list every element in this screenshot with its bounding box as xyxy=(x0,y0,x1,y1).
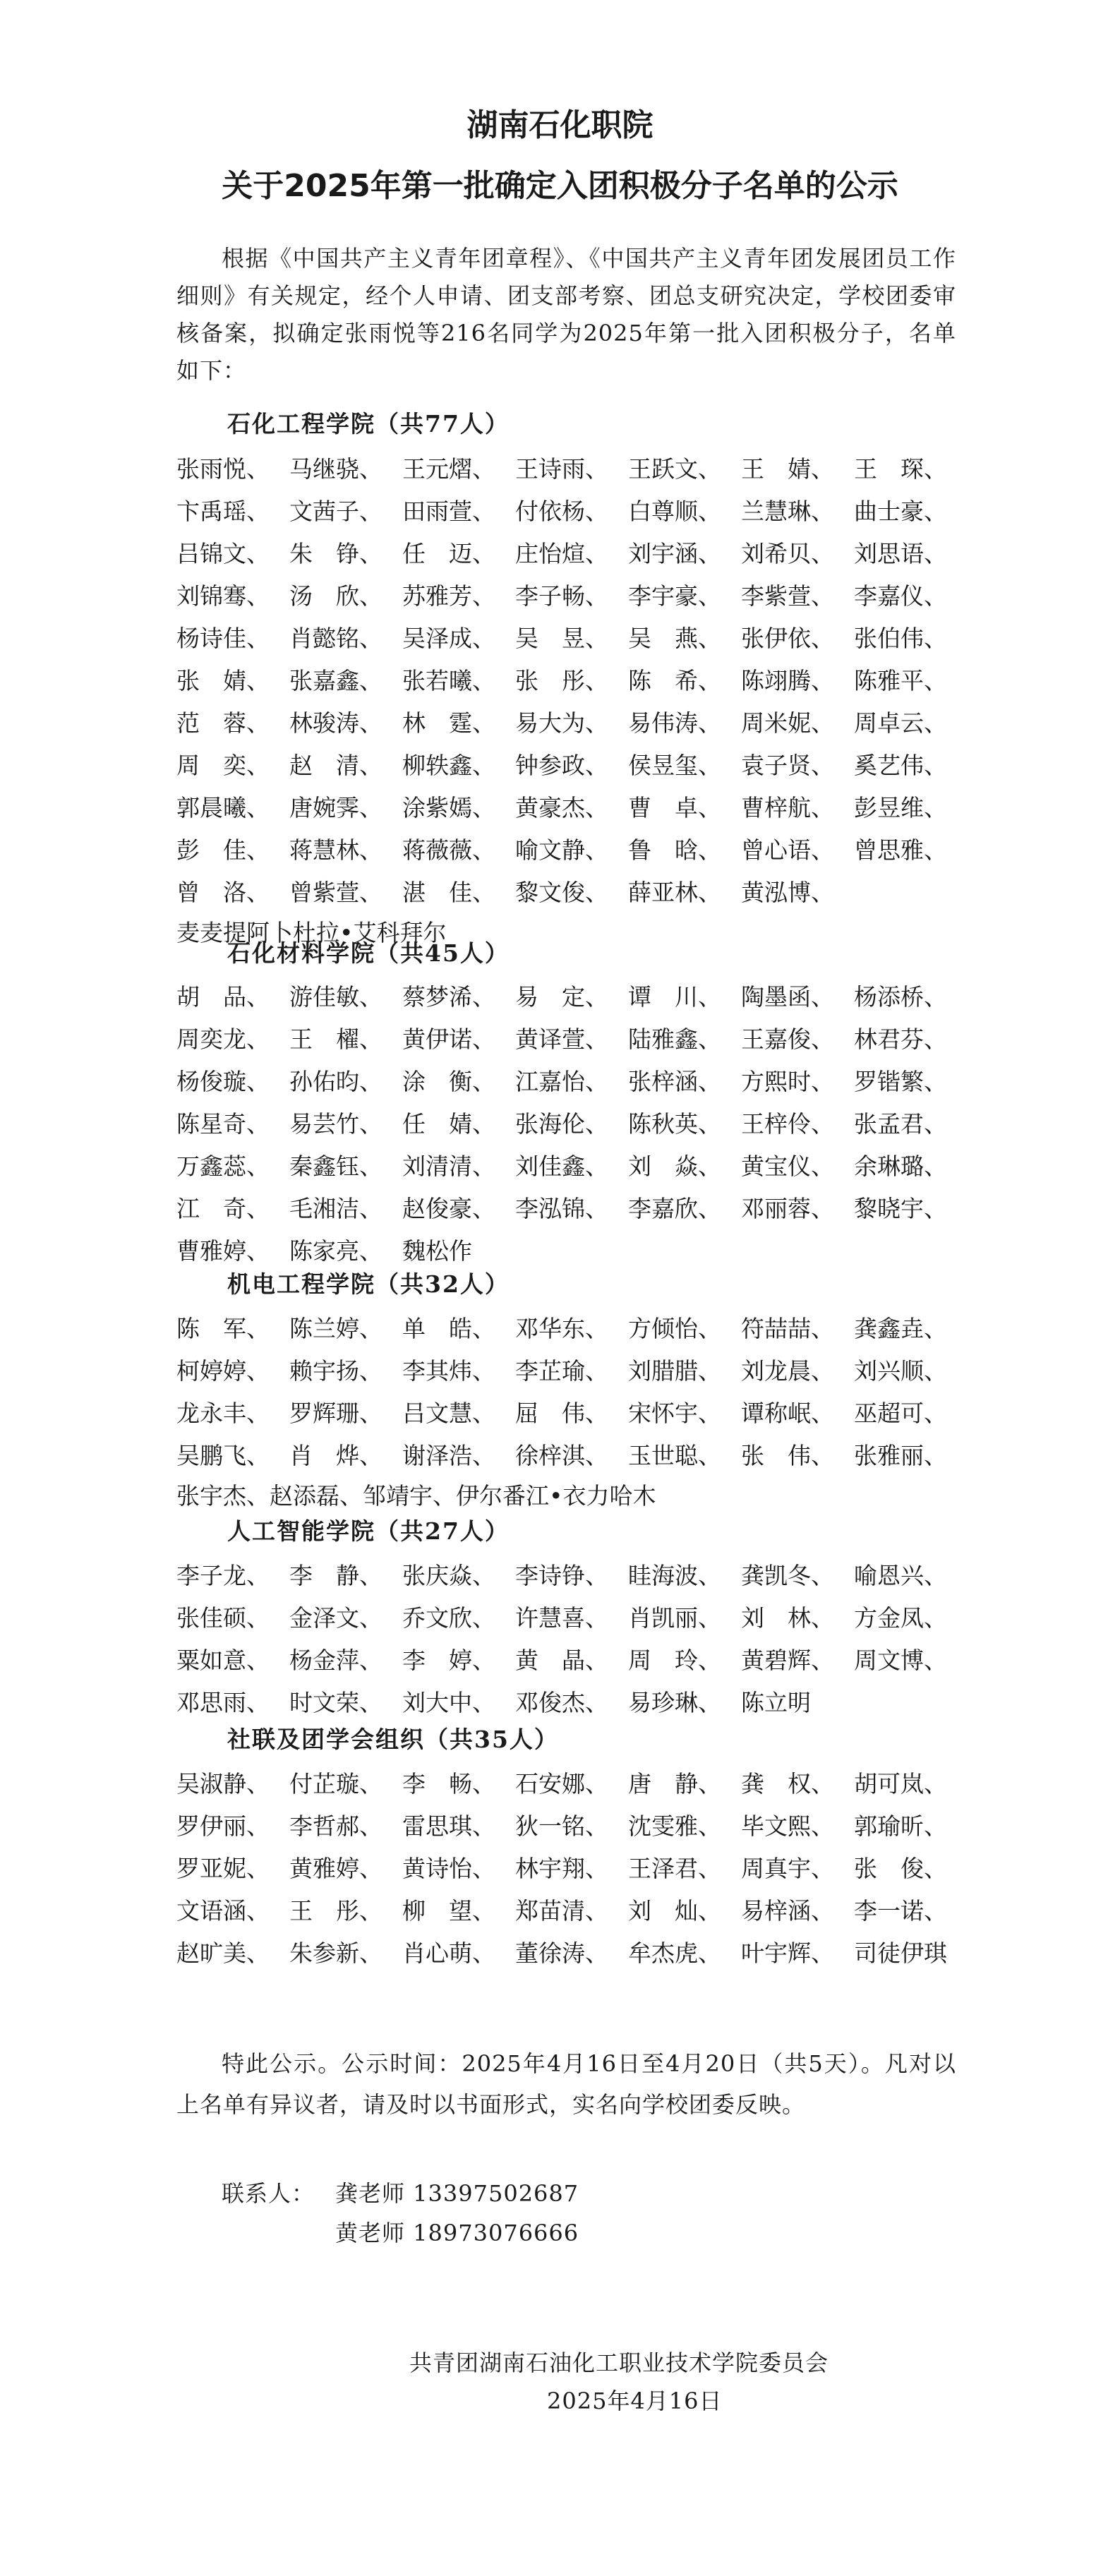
student-name: 司徒伊琪 xyxy=(854,1939,947,1967)
student-name: 周真宇、 xyxy=(741,1854,834,1882)
student-name: 周奕龙、 xyxy=(176,1025,270,1053)
student-name: 刘 林、 xyxy=(741,1603,834,1632)
student-name: 曲士豪、 xyxy=(854,497,947,525)
student-name: 邓华东、 xyxy=(515,1314,608,1342)
student-name: 吴 燕、 xyxy=(628,624,721,652)
student-name: 付依杨、 xyxy=(515,497,608,525)
name-row xyxy=(176,1595,967,1637)
section-title: 机电工程学院（共32人） xyxy=(227,1270,510,1298)
name-row xyxy=(176,1016,967,1059)
student-name: 彭 佳、 xyxy=(176,836,270,864)
student-name: 牟杰虎、 xyxy=(628,1939,721,1967)
student-name: 刘思语、 xyxy=(854,539,947,567)
student-name: 刘佳鑫、 xyxy=(515,1152,608,1180)
student-name: 江 奇、 xyxy=(176,1194,270,1222)
document-title: 关于2025年第一批确定入团积极分子名单的公示 xyxy=(222,168,898,204)
student-name: 李嘉仪、 xyxy=(854,582,947,610)
student-name: 龚 权、 xyxy=(741,1769,834,1798)
student-name: 符喆喆、 xyxy=(741,1314,834,1342)
student-name: 刘宇涵、 xyxy=(628,539,721,567)
student-name: 杨诗佳、 xyxy=(176,624,270,652)
name-row xyxy=(176,1553,967,1595)
student-name: 雷思琪、 xyxy=(402,1812,495,1840)
name-row xyxy=(176,1228,967,1270)
student-name: 毕文熙、 xyxy=(741,1812,834,1840)
student-name: 刘希贝、 xyxy=(741,539,834,567)
student-name: 李哲郝、 xyxy=(289,1812,383,1840)
student-name: 薛亚林、 xyxy=(628,878,721,906)
student-name: 黄诗怡、 xyxy=(402,1854,495,1882)
name-row xyxy=(176,827,967,869)
student-name: 金泽文、 xyxy=(289,1603,383,1632)
student-name: 黄宝仪、 xyxy=(741,1152,834,1180)
student-name: 张庆焱、 xyxy=(402,1561,495,1589)
student-name: 赵旷美、 xyxy=(176,1939,270,1967)
student-name: 赵 清、 xyxy=(289,751,383,779)
student-name: 方熙时、 xyxy=(741,1067,834,1095)
student-name: 钟参政、 xyxy=(515,751,608,779)
student-name: 陈雅平、 xyxy=(854,666,947,694)
student-name: 王 彤、 xyxy=(289,1896,383,1925)
student-name: 朱 铮、 xyxy=(289,539,383,567)
student-name: 任 迈、 xyxy=(402,539,495,567)
student-name: 柯婷婷、 xyxy=(176,1356,270,1385)
name-list xyxy=(176,1761,967,1973)
student-name: 黎晓宇、 xyxy=(854,1194,947,1222)
student-name: 魏松作 xyxy=(402,1236,472,1265)
student-name: 方倾怡、 xyxy=(628,1314,721,1342)
student-name: 周卓云、 xyxy=(854,709,947,737)
student-name: 易 定、 xyxy=(515,982,608,1011)
student-name: 毛湘洁、 xyxy=(289,1194,383,1222)
student-name: 黄豪杰、 xyxy=(515,793,608,821)
student-name: 刘龙晨、 xyxy=(741,1356,834,1385)
student-name: 袁子贤、 xyxy=(741,751,834,779)
student-name: 周文博、 xyxy=(854,1646,947,1674)
student-name: 肖 烨、 xyxy=(289,1441,383,1469)
student-name: 吕文慧、 xyxy=(402,1399,495,1427)
student-name: 龙永丰、 xyxy=(176,1399,270,1427)
name-row xyxy=(176,488,967,531)
student-name: 李泓锦、 xyxy=(515,1194,608,1222)
student-name: 吴鹏飞、 xyxy=(176,1441,270,1469)
contact-1: 龚老师 13397502687 xyxy=(335,2180,579,2207)
student-name: 曹雅婷、 xyxy=(176,1236,270,1265)
student-name: 胡可岚、 xyxy=(854,1769,947,1798)
student-name: 易芸竹、 xyxy=(289,1109,383,1138)
student-name: 侯昱玺、 xyxy=(628,751,721,779)
student-name: 涂 衡、 xyxy=(402,1067,495,1095)
student-name: 湛 佳、 xyxy=(402,878,495,906)
student-name: 苏雅芳、 xyxy=(402,582,495,610)
student-name: 王诗雨、 xyxy=(515,455,608,483)
student-name: 李其炜、 xyxy=(402,1356,495,1385)
student-name: 秦鑫钰、 xyxy=(289,1152,383,1180)
student-name: 张梓涵、 xyxy=(628,1067,721,1095)
student-name: 肖心萌、 xyxy=(402,1939,495,1967)
student-name: 王 婧、 xyxy=(741,455,834,483)
student-name: 陈翊腾、 xyxy=(741,666,834,694)
student-name: 李芷瑜、 xyxy=(515,1356,608,1385)
student-name: 张伯伟、 xyxy=(854,624,947,652)
student-name: 刘 灿、 xyxy=(628,1896,721,1925)
name-row xyxy=(176,1637,967,1680)
student-name: 陈 希、 xyxy=(628,666,721,694)
intro-paragraph: 根据《中国共产主义青年团章程》、《中国共产主义青年团发展团员工作细则》有关规定，经个人申请、团支部考察、团总支研究决定，学校团委审核备案，拟确定张雨悦等216名同学为2025年第一批入团积极分子，名单如下： xyxy=(176,245,956,384)
student-name: 狄一铭、 xyxy=(515,1812,608,1840)
student-name: 张海伦、 xyxy=(515,1109,608,1138)
student-name: 陈秋英、 xyxy=(628,1109,721,1138)
contact-2: 黄老师 18973076666 xyxy=(335,2220,579,2246)
student-name: 白尊顺、 xyxy=(628,497,721,525)
name-row xyxy=(176,974,967,1016)
student-name: 周 奕、 xyxy=(176,751,270,779)
student-name-long: 麦麦提阿卜杜拉•艾科拜尔 xyxy=(176,919,447,946)
student-name: 杨金萍、 xyxy=(289,1646,383,1674)
student-name: 张嘉鑫、 xyxy=(289,666,383,694)
student-name: 黄碧辉、 xyxy=(741,1646,834,1674)
student-name: 眭海波、 xyxy=(628,1561,721,1589)
name-list xyxy=(176,446,967,954)
student-name: 林宇翔、 xyxy=(515,1854,608,1882)
student-name: 邓俊杰、 xyxy=(515,1688,608,1716)
student-name: 曹梓航、 xyxy=(741,793,834,821)
name-row xyxy=(176,1186,967,1228)
student-name: 汤 欣、 xyxy=(289,582,383,610)
student-name: 陈立明 xyxy=(741,1688,811,1716)
student-name: 罗辉珊、 xyxy=(289,1399,383,1427)
name-row xyxy=(176,1761,967,1803)
student-name: 玉世聪、 xyxy=(628,1441,721,1469)
student-name: 唐 静、 xyxy=(628,1769,721,1798)
name-row xyxy=(176,1390,967,1433)
student-name: 李宇豪、 xyxy=(628,582,721,610)
name-row xyxy=(176,1888,967,1930)
student-name: 陈 军、 xyxy=(176,1314,270,1342)
student-name: 单 皓、 xyxy=(402,1314,495,1342)
student-name: 江嘉怡、 xyxy=(515,1067,608,1095)
student-name: 方金凤、 xyxy=(854,1603,947,1632)
student-name: 陈家亮、 xyxy=(289,1236,383,1265)
student-name: 吴泽成、 xyxy=(402,624,495,652)
student-name: 王元熠、 xyxy=(402,455,495,483)
student-name: 曾心语、 xyxy=(741,836,834,864)
name-row xyxy=(176,742,967,785)
student-name: 柳轶鑫、 xyxy=(402,751,495,779)
student-name: 张若曦、 xyxy=(402,666,495,694)
student-name: 蒋薇薇、 xyxy=(402,836,495,864)
student-name: 王泽君、 xyxy=(628,1854,721,1882)
student-name: 李子畅、 xyxy=(515,582,608,610)
student-name: 李嘉欣、 xyxy=(628,1194,721,1222)
student-name: 曾思雅、 xyxy=(854,836,947,864)
student-name-long: 张宇杰、赵添磊、邹靖宇、伊尔番江•衣力哈木 xyxy=(176,1482,656,1510)
student-name: 曹 卓、 xyxy=(628,793,721,821)
student-name: 卞禹瑶、 xyxy=(176,497,270,525)
name-row xyxy=(176,1348,967,1390)
name-row xyxy=(176,700,967,742)
student-name: 易珍琳、 xyxy=(628,1688,721,1716)
student-name: 黄伊诺、 xyxy=(402,1025,495,1053)
student-name: 张孟君、 xyxy=(854,1109,947,1138)
name-row xyxy=(176,573,967,615)
student-name: 郭晨曦、 xyxy=(176,793,270,821)
student-name: 肖凯丽、 xyxy=(628,1603,721,1632)
student-name: 胡 品、 xyxy=(176,982,270,1011)
name-row xyxy=(176,615,967,658)
student-name: 万鑫蕊、 xyxy=(176,1152,270,1180)
student-name: 田雨萱、 xyxy=(402,497,495,525)
student-name: 石安娜、 xyxy=(515,1769,608,1798)
student-name: 曾 洛、 xyxy=(176,878,270,906)
student-name: 李诗铮、 xyxy=(515,1561,608,1589)
student-name: 孙佑昀、 xyxy=(289,1067,383,1095)
student-name: 文语涵、 xyxy=(176,1896,270,1925)
student-name: 叶宇辉、 xyxy=(741,1939,834,1967)
student-name: 邓丽蓉、 xyxy=(741,1194,834,1222)
student-name: 罗伊丽、 xyxy=(176,1812,270,1840)
student-name: 喻恩兴、 xyxy=(854,1561,947,1589)
student-name: 吴淑静、 xyxy=(176,1769,270,1798)
name-row xyxy=(176,446,967,488)
student-name: 周米妮、 xyxy=(741,709,834,737)
section-title: 石化工程学院（共77人） xyxy=(227,410,510,438)
student-name: 郑苗清、 xyxy=(515,1896,608,1925)
student-name: 谭 川、 xyxy=(628,982,721,1011)
student-name: 李 婷、 xyxy=(402,1646,495,1674)
student-name: 李一诺、 xyxy=(854,1896,947,1925)
name-row xyxy=(176,1803,967,1846)
student-name: 董徐涛、 xyxy=(515,1939,608,1967)
student-name: 张雅丽、 xyxy=(854,1441,947,1469)
student-name: 范 蓉、 xyxy=(176,709,270,737)
section-title: 人工智能学院（共27人） xyxy=(227,1517,510,1545)
student-name: 易伟涛、 xyxy=(628,709,721,737)
signature-org: 共青团湖南石油化工职业技术学院委员会 xyxy=(409,2349,829,2376)
student-name: 刘清清、 xyxy=(402,1152,495,1180)
name-list xyxy=(176,1306,967,1517)
student-name: 王跃文、 xyxy=(628,455,721,483)
student-name: 龚凯冬、 xyxy=(741,1561,834,1589)
student-name: 许慧喜、 xyxy=(515,1603,608,1632)
student-name: 张雨悦、 xyxy=(176,455,270,483)
name-list xyxy=(176,1553,967,1722)
student-name: 谭称岷、 xyxy=(741,1399,834,1427)
student-name: 邓思雨、 xyxy=(176,1688,270,1716)
student-name: 鲁 晗、 xyxy=(628,836,721,864)
student-name: 林君芬、 xyxy=(854,1025,947,1053)
student-name: 屈 伟、 xyxy=(515,1399,608,1427)
student-name: 王梓伶、 xyxy=(741,1109,834,1138)
student-name: 粟如意、 xyxy=(176,1646,270,1674)
section-title: 社联及团学会组织（共35人） xyxy=(227,1726,559,1753)
student-name: 张 伟、 xyxy=(741,1441,834,1469)
student-name: 蒋慧林、 xyxy=(289,836,383,864)
student-name: 陈兰婷、 xyxy=(289,1314,383,1342)
student-name: 李 畅、 xyxy=(402,1769,495,1798)
student-name: 兰慧琳、 xyxy=(741,497,834,525)
section-title: 石化材料学院（共45人） xyxy=(227,939,510,967)
student-name: 刘腊腊、 xyxy=(628,1356,721,1385)
student-name: 刘大中、 xyxy=(402,1688,495,1716)
student-name: 杨俊璇、 xyxy=(176,1067,270,1095)
student-name: 张佳硕、 xyxy=(176,1603,270,1632)
student-name: 奚艺伟、 xyxy=(854,751,947,779)
student-name: 蔡梦浠、 xyxy=(402,982,495,1011)
student-name: 黄 晶、 xyxy=(515,1646,608,1674)
student-name: 李紫萱、 xyxy=(741,582,834,610)
student-name: 王嘉俊、 xyxy=(741,1025,834,1053)
name-row xyxy=(176,1101,967,1143)
student-name: 宋怀宇、 xyxy=(628,1399,721,1427)
student-name: 柳 望、 xyxy=(402,1896,495,1925)
student-name: 张 俊、 xyxy=(854,1854,947,1882)
student-name: 陈星奇、 xyxy=(176,1109,270,1138)
name-list xyxy=(176,974,967,1270)
student-name: 吴 昱、 xyxy=(515,624,608,652)
student-name: 黎文俊、 xyxy=(515,878,608,906)
student-name: 喻文静、 xyxy=(515,836,608,864)
student-name: 文茜子、 xyxy=(289,497,383,525)
student-name: 罗亚妮、 xyxy=(176,1854,270,1882)
name-row xyxy=(176,658,967,700)
name-row xyxy=(176,1143,967,1186)
name-row xyxy=(176,1930,967,1973)
student-name: 黄译萱、 xyxy=(515,1025,608,1053)
student-name: 张 婧、 xyxy=(176,666,270,694)
student-name: 彭昱维、 xyxy=(854,793,947,821)
contact-label: 联系人： xyxy=(222,2180,315,2207)
student-name: 时文荣、 xyxy=(289,1688,383,1716)
student-name: 杨添桥、 xyxy=(854,982,947,1011)
student-name: 徐梓淇、 xyxy=(515,1441,608,1469)
student-name: 陆雅鑫、 xyxy=(628,1025,721,1053)
name-row xyxy=(176,531,967,573)
student-name: 朱参新、 xyxy=(289,1939,383,1967)
student-name: 沈雯雅、 xyxy=(628,1812,721,1840)
student-name: 吕锦文、 xyxy=(176,539,270,567)
name-row xyxy=(176,1306,967,1348)
student-name: 乔文欣、 xyxy=(402,1603,495,1632)
student-name: 谢泽浩、 xyxy=(402,1441,495,1469)
student-name: 马继骁、 xyxy=(289,455,383,483)
student-name: 张 彤、 xyxy=(515,666,608,694)
student-name: 陶墨函、 xyxy=(741,982,834,1011)
student-name: 赖宇扬、 xyxy=(289,1356,383,1385)
notice-paragraph: 特此公示。公示时间：2025年4月16日至4月20日（共5天）。凡对以上名单有异议者，请及时以书面形式，实名向学校团委反映。 xyxy=(176,2050,956,2118)
signature-date: 2025年4月16日 xyxy=(547,2388,723,2414)
student-name: 赵俊豪、 xyxy=(402,1194,495,1222)
name-row xyxy=(176,1433,967,1475)
school-title: 湖南石化职院 xyxy=(466,107,654,143)
student-name: 李子龙、 xyxy=(176,1561,270,1589)
student-name: 郭瑜昕、 xyxy=(854,1812,947,1840)
student-name: 巫超可、 xyxy=(854,1399,947,1427)
student-name: 刘兴顺、 xyxy=(854,1356,947,1385)
name-row xyxy=(176,1059,967,1101)
name-row xyxy=(176,1680,967,1722)
student-name: 游佳敏、 xyxy=(289,982,383,1011)
student-name: 付芷璇、 xyxy=(289,1769,383,1798)
student-name: 刘锦骞、 xyxy=(176,582,270,610)
student-name: 庄怡煊、 xyxy=(515,539,608,567)
student-name: 涂紫嫣、 xyxy=(402,793,495,821)
name-row xyxy=(176,785,967,827)
student-name: 周 玲、 xyxy=(628,1646,721,1674)
student-name: 王 櫂、 xyxy=(289,1025,383,1053)
student-name: 罗锴繁、 xyxy=(854,1067,947,1095)
student-name: 李 静、 xyxy=(289,1561,383,1589)
student-name: 张伊依、 xyxy=(741,624,834,652)
student-name: 王 琛、 xyxy=(854,455,947,483)
student-name: 刘 焱、 xyxy=(628,1152,721,1180)
name-row xyxy=(176,1846,967,1888)
student-name: 易梓涵、 xyxy=(741,1896,834,1925)
student-name: 易大为、 xyxy=(515,709,608,737)
student-name: 黄雅婷、 xyxy=(289,1854,383,1882)
student-name: 余琳璐、 xyxy=(854,1152,947,1180)
student-name: 任 婧、 xyxy=(402,1109,495,1138)
student-name: 唐婉霁、 xyxy=(289,793,383,821)
student-name: 曾紫萱、 xyxy=(289,878,383,906)
student-name: 龚鑫垚、 xyxy=(854,1314,947,1342)
student-name: 黄泓博、 xyxy=(741,878,834,906)
student-name: 肖懿铭、 xyxy=(289,624,383,652)
student-name: 林 霆、 xyxy=(402,709,495,737)
name-row xyxy=(176,869,967,912)
student-name: 林骏涛、 xyxy=(289,709,383,737)
